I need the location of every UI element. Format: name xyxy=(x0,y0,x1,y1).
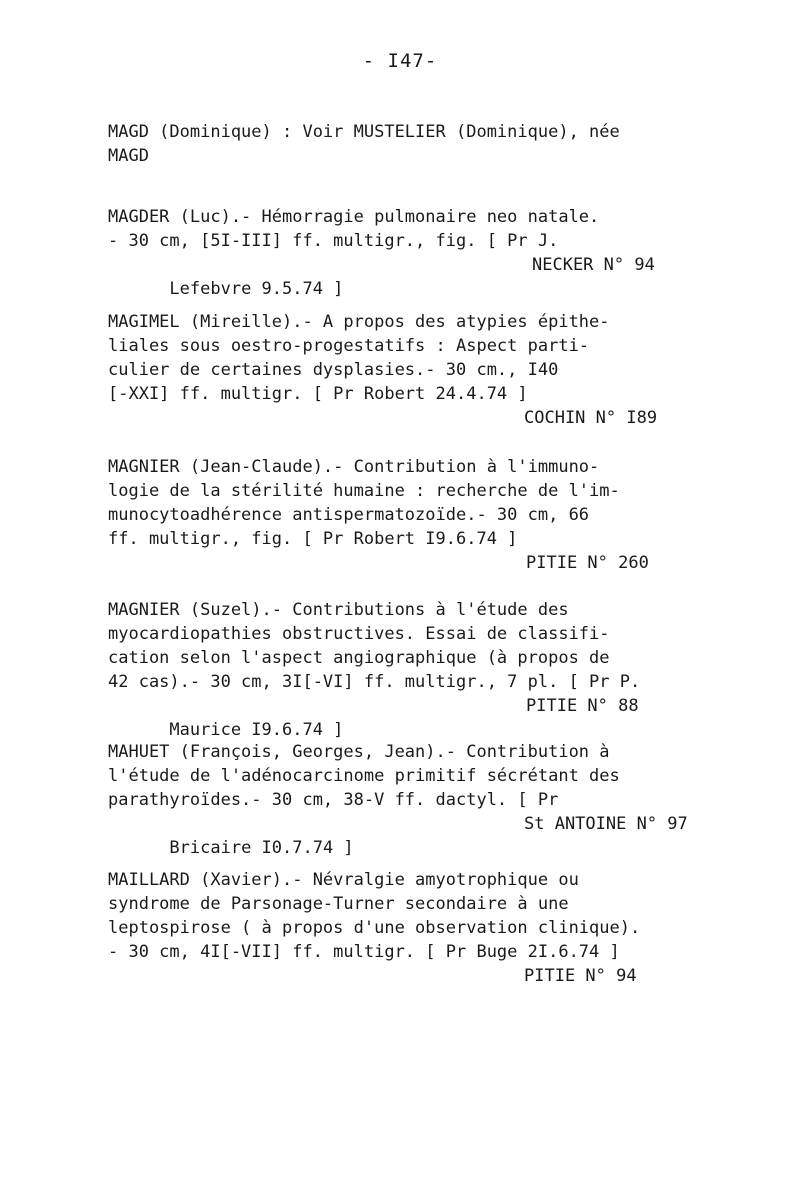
entry-text-line: munocytoadhérence antispermatozoïde.- 30 cm, 66 xyxy=(108,505,590,525)
library-reference: PITIE N° 88 xyxy=(526,696,639,716)
entry-last-line: Maurice I9.6.74 ] xyxy=(169,720,344,740)
entry-ref-line xyxy=(108,964,708,988)
entry-text-line: MAILLARD (Xavier).- Névralgie amyotrophique ou xyxy=(108,870,579,890)
entry-text-line: l'étude de l'adénocarcinome primitif sécrétant des xyxy=(108,766,620,786)
entry-text-line: leptospirose ( à propos d'une observation clinique). xyxy=(108,918,641,938)
entry-text-line: - 30 cm, 4I[-VII] ff. multigr. [ Pr Buge 2I.6.74 ] xyxy=(108,942,620,962)
entry-text-line: MAGD (Dominique) : Voir MUSTELIER (Dominique), née xyxy=(108,122,620,142)
entry-text-line: culier de certaines dysplasies.- 30 cm., I40 xyxy=(108,360,559,380)
bibliography-entry xyxy=(108,120,708,168)
library-reference: PITIE N° 260 xyxy=(526,553,649,573)
library-reference: St ANTOINE N° 97 xyxy=(524,814,688,834)
entry-text-line: cation selon l'aspect angiographique (à propos de xyxy=(108,648,610,668)
library-reference: PITIE N° 94 xyxy=(524,966,637,986)
bibliography-entry xyxy=(108,868,708,988)
entry-text-line: MAGNIER (Suzel).- Contributions à l'étude des xyxy=(108,600,569,620)
entry-text-line: liales sous oestro-progestatifs : Aspect parti- xyxy=(108,336,590,356)
library-reference: NECKER N° 94 xyxy=(532,255,655,275)
bibliography-entry xyxy=(108,455,708,575)
entry-text-line xyxy=(108,694,708,740)
entry-text-line: MAGD xyxy=(108,146,149,166)
entry-ref-line xyxy=(108,406,708,430)
entry-text-line: - 30 cm, [5I-III] ff. multigr., fig. [ Pr J. xyxy=(108,231,559,251)
entry-text-line: syndrome de Parsonage-Turner secondaire à une xyxy=(108,894,569,914)
bibliography-entry xyxy=(108,740,708,858)
library-reference: COCHIN N° I89 xyxy=(524,408,658,428)
entry-text-line: myocardiopathies obstructives. Essai de classifi- xyxy=(108,624,610,644)
entry-text-line: parathyroïdes.- 30 cm, 38-V ff. dactyl. [ Pr xyxy=(108,790,559,810)
entry-text-line xyxy=(108,812,708,858)
page-number: - I47- xyxy=(362,50,438,72)
bibliography-entry xyxy=(108,598,708,740)
entry-text-line xyxy=(108,740,708,764)
entry-text-line: logie de la stérilité humaine : recherche de l'im- xyxy=(108,481,620,501)
entry-text-line xyxy=(108,253,708,299)
entry-last-line: Lefebvre 9.5.74 ] xyxy=(169,279,344,299)
bibliography-entry xyxy=(108,205,708,299)
entry-text-line: MAGDER (Luc).- Hémorragie pulmonaire neo natale. xyxy=(108,207,600,227)
entry-text-line: ff. multigr., fig. [ Pr Robert I9.6.74 ] xyxy=(108,529,518,549)
entry-ref-line xyxy=(108,551,708,575)
entry-text-line: MAGNIER (Jean-Claude).- Contribution à l'immuno- xyxy=(108,457,600,477)
entry-last-line: Bricaire I0.7.74 ] xyxy=(169,838,354,858)
entry-text-line: 42 cas).- 30 cm, 3I[-VI] ff. multigr., 7 pl. [ Pr P. xyxy=(108,672,641,692)
bibliography-entry xyxy=(108,310,708,430)
entry-line-text: MAHUET (François, Georges, Jean).- Contribution à xyxy=(108,742,610,762)
entry-text-line: MAGIMEL (Mireille).- A propos des atypies épithe- xyxy=(108,312,610,332)
entry-text-line: [-XXI] ff. multigr. [ Pr Robert 24.4.74 ] xyxy=(108,384,528,404)
